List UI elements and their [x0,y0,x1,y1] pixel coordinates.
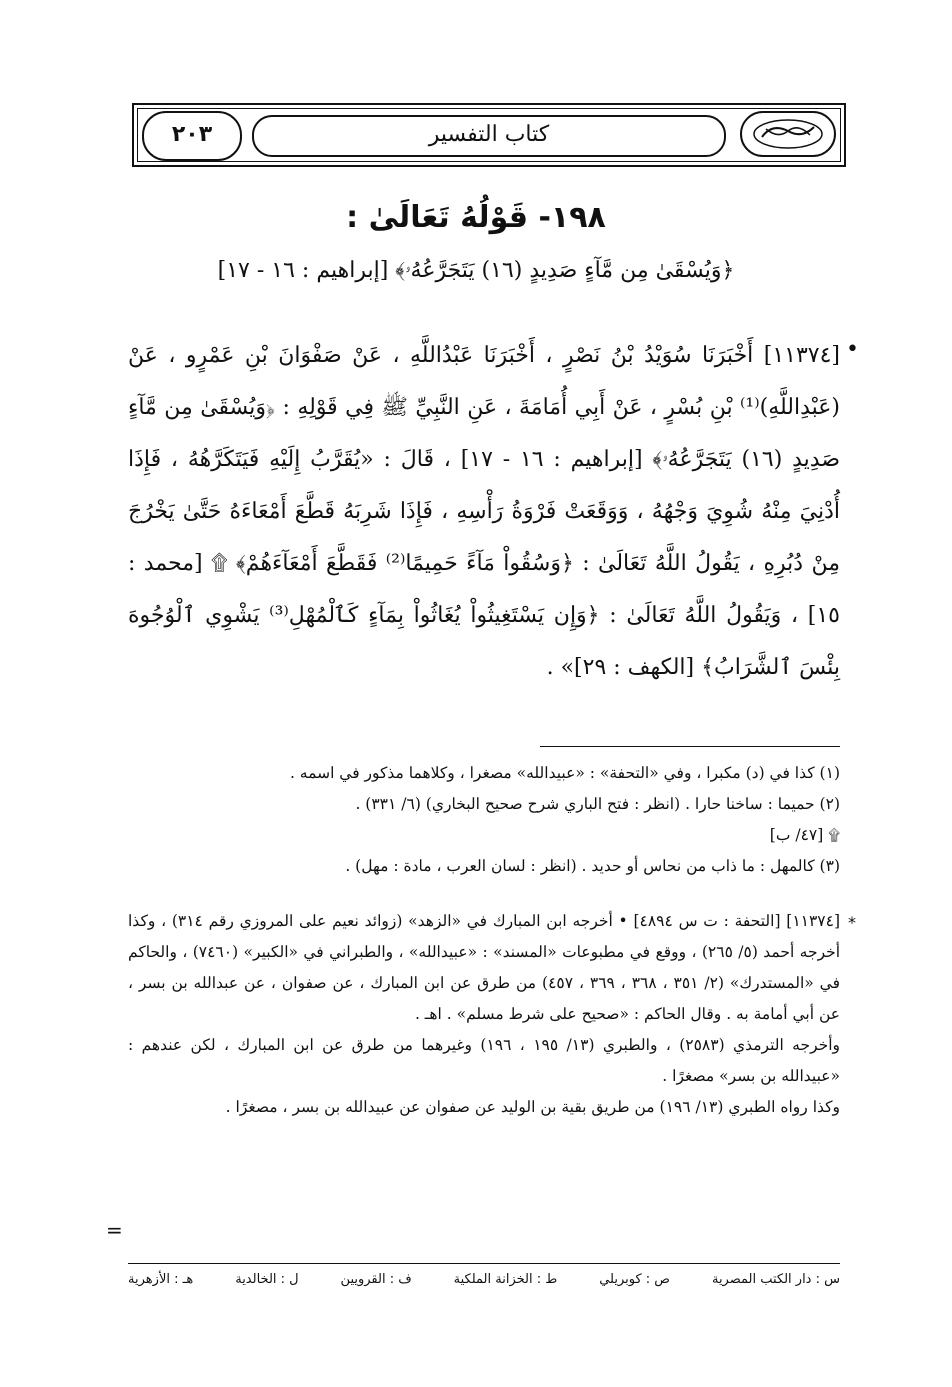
hadith-bullet: • [846,337,859,362]
page-header [132,103,846,167]
footnote-separator [540,746,840,747]
hadith-text: [١١٣٧٤] أَخْبَرَنَا سُوَيْدُ بْنُ نَصْرٍ ، أَخْبَرَنَا عَبْدُاللَّهِ ، عَنْ صَفْوَانَ بْنِ عَمْرٍو ، عَنْ (عَبْدِاللَّهِ)⁽¹⁾ بْنِ بُسْرٍ ، عَنْ أَبِي أُمَامَةَ ، عَنِ النَّبِيِّ ﷺ فِي قَوْلِهِ : ﴿وَيُسْقَىٰ مِن مَّآءٍ صَدِيدٍ (١٦) يَتَجَرَّعُهُۥ﴾ [إبراهيم : ١٦ - ١٧] ، قَالَ : «يُقَرَّبُ إِلَيْهِ فَيَتَكَرَّهُهُ ، فَإِذَا أُدْنِيَ مِنْهُ شُوِيَ وَجْهُهُ ، وَوَقَعَتْ فَرْوَةُ رَأْسِهِ ، فَإِذَا شَرِبَهُ قَطَّعَ أَمْعَاءَهُ حَتَّىٰ يَخْرُجَ مِنْ دُبُرِهِ ، يَقُولُ اللَّهُ تَعَالَىٰ : ﴿وَسُقُواْ مَآءً حَمِيمًا⁽²⁾ فَقَطَّعَ أَمْعَآءَهُمْ﴾ ۩ [محمد : ١٥] ، وَيَقُولُ اللَّهُ تَعَالَىٰ : ﴿وَإِن يَسْتَغِيثُواْ يُغَاثُواْ بِمَآءٍ كَٱلْمُهْلِ⁽³⁾ يَشْوِي ٱلْوُجُوهَ بِئْسَ ٱلشَّرَابُ﴾ [الكهف : ٢٩]» . [128,343,841,680]
quran-verse: ﴿وَيُسْقَىٰ مِن مَّآءٍ صَدِيدٍ (١٦) يَتَجَرَّعُهُۥ﴾ [إبراهيم : ١٦ - ١٧] [217,258,735,283]
book-title: كتاب التفسير [428,122,550,147]
takhrij-paragraph-2: وأخرجه الترمذي (٢٥٨٣) ، والطبري (١٣/ ١٩٥ ، ١٩٦) وغيرهما من طرق عن ابن المبارك ، لكن عندهم : «عبيدالله بن بسر» مصغرًا . [128,1036,841,1085]
sigla-separator [128,1263,840,1264]
page-number-cartouche [142,111,242,161]
siglum: ط : الخزانة الملكية [453,1272,558,1287]
publisher-logo-icon [740,111,836,157]
footnote-1: (١) كذا في (د) مكبرا ، وفي «التحفة» : «عبيدالله» مصغرا ، وكلاهما مذكور في اسمه . [289,764,840,782]
takhrij-star: * [848,913,856,932]
page-number: ٢٠٣ [171,122,213,147]
takhrij-paragraph-1: [١١٣٧٤] [التحفة : ت س ٤٨٩٤] • أخرجه ابن المبارك في «الزهد» (زوائد نعيم على المروزي رقم ٣١٤) ، وكذا أخرجه أحمد (٥/ ٢٦٥) ، ووقع في مطبوعات «المسند» : «عبيدالله» ، والطبراني في «الكبير» (٧٤٦٠) ، والحاكم في «المستدرك» (٢/ ٣٥١ ، ٣٦٨ ، ٣٦٩ ، ٤٥٧) من طرق عن ابن المبارك ، عن صفوان ، عن عبدالله بن بسر ، عن أبي أمامة به . وقال الحاكم : «صحيح على شرط مسلم» . اهـ . [128,912,841,1023]
siglum: س : دار الكتب المصرية [711,1272,840,1287]
footnote-3: (٣) كالمهل : ما ذاب من نحاس أو حديد . (انظر : لسان العرب ، مادة : مهل) . [345,857,840,875]
footnotes [128,758,840,882]
siglum: ف : القرويين [340,1272,412,1287]
manuscript-sigla [128,1272,840,1287]
takhrij-notes [128,906,840,1123]
siglum: ل : الخالدية [235,1272,299,1287]
takhrij-paragraph-3: وكذا رواه الطبري (١٣/ ١٩٦) من طريق بقية بن الوليد عن صفوان عن عبيدالله بن بسر ، مصغرًا . [225,1098,840,1116]
folio-marker: ۩ [٤٧/ ب] [769,826,840,844]
continuation-mark: = [106,1218,123,1242]
section-heading: ١٩٨- قَوْلُهُ تَعَالَىٰ : [346,200,606,235]
siglum: هـ : الأزهرية [128,1272,194,1287]
footnote-2: (٢) حميما : ساخنا حارا . (انظر : فتح الباري شرح صحيح البخاري) (٦/ ٣٣١) . [355,795,840,813]
siglum: ص : كوبريلي [599,1272,671,1287]
title-band [252,115,726,157]
